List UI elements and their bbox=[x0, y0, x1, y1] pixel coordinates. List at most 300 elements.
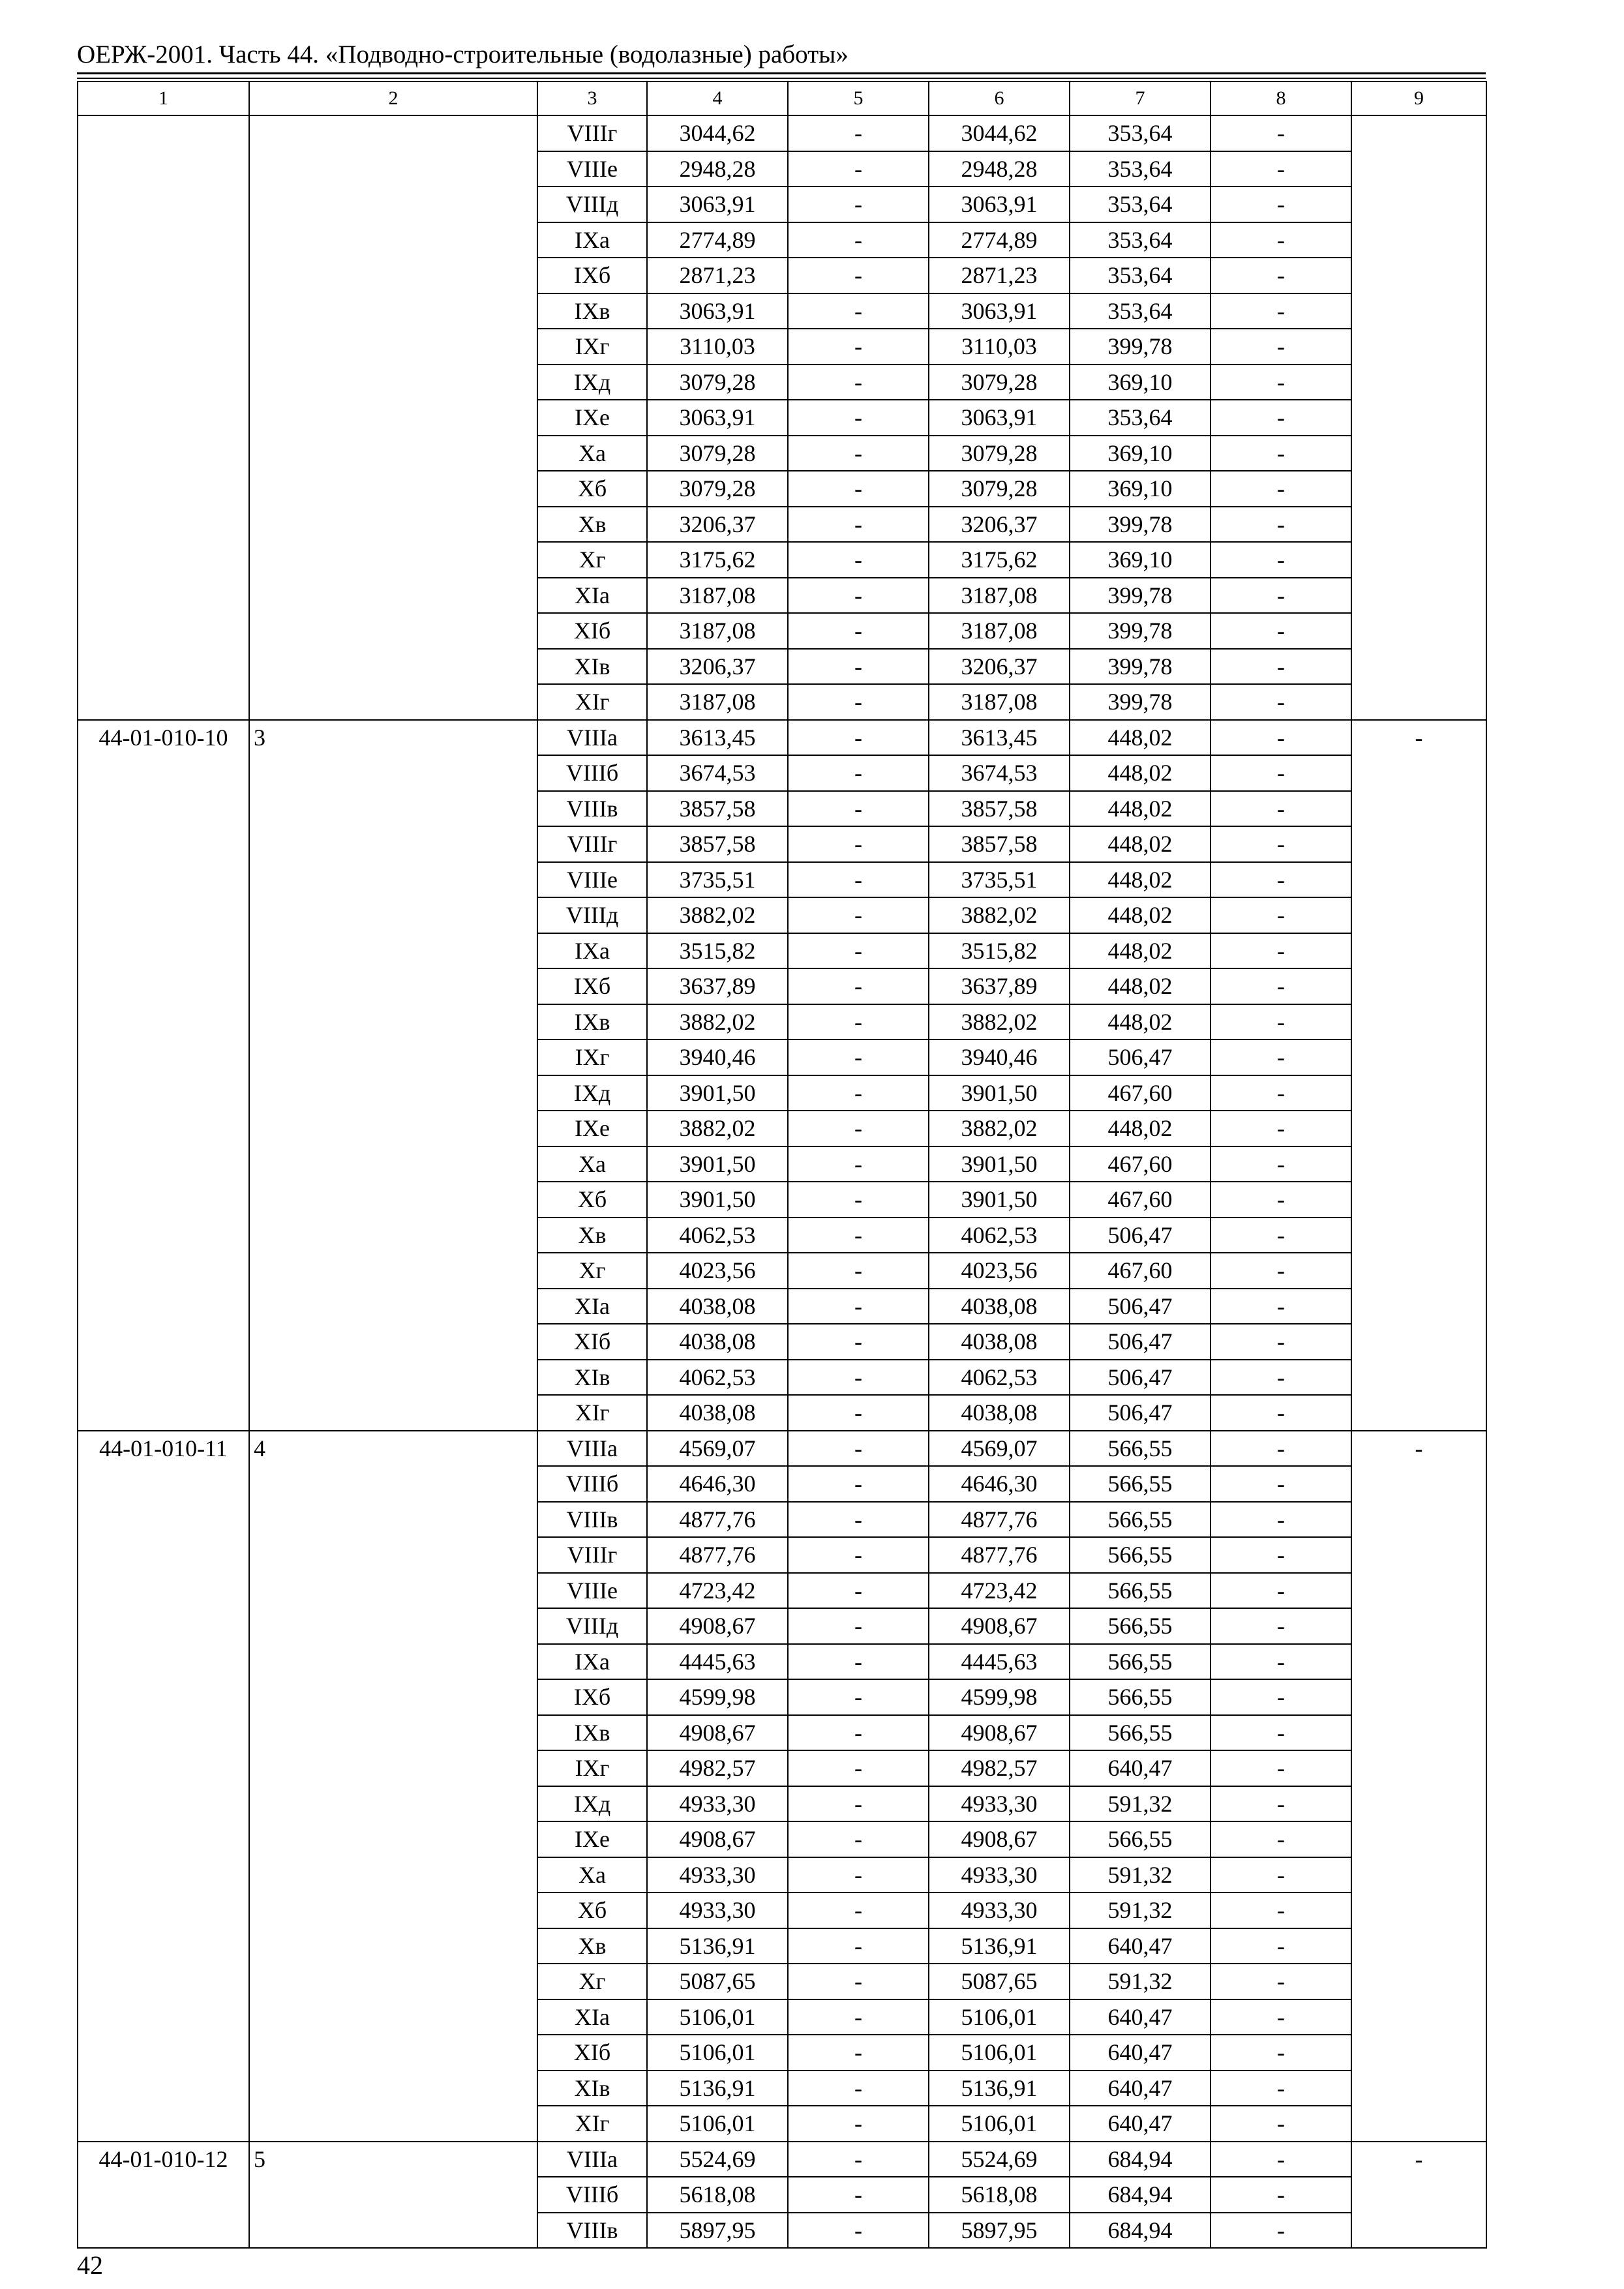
col8-cell: - bbox=[1210, 1075, 1351, 1111]
total-cost-cell: 3063,91 bbox=[647, 293, 788, 329]
category-cell: XIб bbox=[537, 1324, 647, 1360]
col6-cell: 3206,37 bbox=[929, 507, 1070, 543]
col6-cell: 4908,67 bbox=[929, 1715, 1070, 1751]
col6-cell: 3063,91 bbox=[929, 400, 1070, 436]
col5-cell: - bbox=[788, 1111, 929, 1146]
total-cost-cell: 5106,01 bbox=[647, 2106, 788, 2142]
col5-cell: - bbox=[788, 1644, 929, 1680]
total-cost-cell: 3901,50 bbox=[647, 1146, 788, 1182]
total-cost-cell: 3613,45 bbox=[647, 720, 788, 756]
rate-code-cell: 44-01-010-11 bbox=[78, 1431, 249, 2142]
total-cost-cell: 3063,91 bbox=[647, 187, 788, 222]
col5-cell: - bbox=[788, 507, 929, 543]
col7-cell: 640,47 bbox=[1070, 1999, 1210, 2035]
col7-cell: 591,32 bbox=[1070, 1893, 1210, 1928]
col5-cell: - bbox=[788, 258, 929, 293]
col8-cell: - bbox=[1210, 684, 1351, 720]
col6-cell: 4062,53 bbox=[929, 1218, 1070, 1253]
col5-cell: - bbox=[788, 151, 929, 187]
col8-cell: - bbox=[1210, 542, 1351, 578]
category-cell: Xб bbox=[537, 1182, 647, 1218]
category-cell: VIIIд bbox=[537, 187, 647, 222]
total-cost-cell: 3940,46 bbox=[647, 1040, 788, 1075]
category-cell: Xб bbox=[537, 1893, 647, 1928]
total-cost-cell: 3044,62 bbox=[647, 115, 788, 151]
col8-cell: - bbox=[1210, 2142, 1351, 2177]
category-cell: Xг bbox=[537, 1253, 647, 1289]
category-cell: VIIIа bbox=[537, 2142, 647, 2177]
col8-cell: - bbox=[1210, 1146, 1351, 1182]
category-cell: VIIIа bbox=[537, 1431, 647, 1467]
col7-cell: 506,47 bbox=[1070, 1324, 1210, 1360]
col6-cell: 3063,91 bbox=[929, 187, 1070, 222]
category-cell: XIв bbox=[537, 2071, 647, 2106]
col8-cell: - bbox=[1210, 613, 1351, 649]
col6-cell: 3187,08 bbox=[929, 684, 1070, 720]
category-cell: IXб bbox=[537, 1679, 647, 1715]
total-cost-cell: 3206,37 bbox=[647, 507, 788, 543]
col5-cell: - bbox=[788, 2177, 929, 2213]
col8-cell: - bbox=[1210, 1821, 1351, 1857]
col5-cell: - bbox=[788, 1679, 929, 1715]
col8-cell: - bbox=[1210, 1395, 1351, 1431]
col7-cell: 353,64 bbox=[1070, 187, 1210, 222]
category-cell: XIб bbox=[537, 613, 647, 649]
total-cost-cell: 3515,82 bbox=[647, 933, 788, 969]
total-cost-cell: 4599,98 bbox=[647, 1679, 788, 1715]
header-rule-thick bbox=[77, 72, 1486, 74]
col6-cell: 5087,65 bbox=[929, 1964, 1070, 1999]
col5-cell: - bbox=[788, 862, 929, 898]
col8-cell: - bbox=[1210, 1466, 1351, 1502]
col5-cell: - bbox=[788, 2213, 929, 2249]
col6-cell: 4933,30 bbox=[929, 1857, 1070, 1893]
category-cell: VIIIе bbox=[537, 151, 647, 187]
category-cell: XIа bbox=[537, 1289, 647, 1324]
col2-cell bbox=[249, 115, 537, 720]
col7-cell: 640,47 bbox=[1070, 2106, 1210, 2142]
col8-cell: - bbox=[1210, 1253, 1351, 1289]
col7-cell: 640,47 bbox=[1070, 2071, 1210, 2106]
category-cell: IXв bbox=[537, 293, 647, 329]
col6-cell: 5106,01 bbox=[929, 2106, 1070, 2142]
category-cell: IXа bbox=[537, 222, 647, 258]
category-cell: VIIIг bbox=[537, 115, 647, 151]
col7-cell: 353,64 bbox=[1070, 400, 1210, 436]
total-cost-cell: 3735,51 bbox=[647, 862, 788, 898]
page-header-title: ОЕРЖ-2001. Часть 44. «Подводно-строительные (водолазные) работы» bbox=[77, 40, 849, 68]
col7-cell: 506,47 bbox=[1070, 1040, 1210, 1075]
col6-cell: 3940,46 bbox=[929, 1040, 1070, 1075]
col8-cell: - bbox=[1210, 826, 1351, 862]
category-cell: VIIIг bbox=[537, 826, 647, 862]
col8-cell: - bbox=[1210, 507, 1351, 543]
col6-cell: 3079,28 bbox=[929, 436, 1070, 471]
col7-cell: 448,02 bbox=[1070, 755, 1210, 791]
col8-cell: - bbox=[1210, 1324, 1351, 1360]
category-cell: IXв bbox=[537, 1004, 647, 1040]
col6-cell: 4908,67 bbox=[929, 1821, 1070, 1857]
col6-cell: 3637,89 bbox=[929, 968, 1070, 1004]
rate-code-cell: 44-01-010-12 bbox=[78, 2142, 249, 2249]
col5-cell: - bbox=[788, 1786, 929, 1822]
col5-cell: - bbox=[788, 1928, 929, 1964]
total-cost-cell: 4933,30 bbox=[647, 1786, 788, 1822]
col5-cell: - bbox=[788, 649, 929, 685]
col7-cell: 640,47 bbox=[1070, 2035, 1210, 2071]
total-cost-cell: 4933,30 bbox=[647, 1893, 788, 1928]
total-cost-cell: 3187,08 bbox=[647, 578, 788, 614]
category-cell: IXд bbox=[537, 365, 647, 400]
col7-cell: 448,02 bbox=[1070, 1111, 1210, 1146]
col7-cell: 399,78 bbox=[1070, 684, 1210, 720]
col6-cell: 4908,67 bbox=[929, 1608, 1070, 1644]
total-cost-cell: 3206,37 bbox=[647, 649, 788, 685]
col5-cell: - bbox=[788, 400, 929, 436]
col7-cell: 448,02 bbox=[1070, 1004, 1210, 1040]
col8-cell: - bbox=[1210, 365, 1351, 400]
col5-cell: - bbox=[788, 1608, 929, 1644]
col8-cell: - bbox=[1210, 2106, 1351, 2142]
category-cell: IXд bbox=[537, 1075, 647, 1111]
col7-cell: 353,64 bbox=[1070, 151, 1210, 187]
col5-cell: - bbox=[788, 720, 929, 756]
col6-cell: 4038,08 bbox=[929, 1324, 1070, 1360]
col6-cell: 4877,76 bbox=[929, 1502, 1070, 1538]
col5-cell: - bbox=[788, 1821, 929, 1857]
col8-cell: - bbox=[1210, 2213, 1351, 2249]
col6-cell: 4933,30 bbox=[929, 1893, 1070, 1928]
col8-cell: - bbox=[1210, 471, 1351, 507]
col7-cell: 399,78 bbox=[1070, 329, 1210, 365]
col5-cell: - bbox=[788, 365, 929, 400]
col8-cell: - bbox=[1210, 115, 1351, 151]
col5-cell: - bbox=[788, 1004, 929, 1040]
col7-cell: 591,32 bbox=[1070, 1857, 1210, 1893]
col6-cell: 3901,50 bbox=[929, 1146, 1070, 1182]
col7-cell: 369,10 bbox=[1070, 542, 1210, 578]
col5-cell: - bbox=[788, 933, 929, 969]
col7-cell: 467,60 bbox=[1070, 1253, 1210, 1289]
col8-cell: - bbox=[1210, 862, 1351, 898]
col8-cell: - bbox=[1210, 1786, 1351, 1822]
col5-cell: - bbox=[788, 222, 929, 258]
category-cell: Xа bbox=[537, 436, 647, 471]
col6-cell: 3882,02 bbox=[929, 1004, 1070, 1040]
total-cost-cell: 4038,08 bbox=[647, 1289, 788, 1324]
total-cost-cell: 3175,62 bbox=[647, 542, 788, 578]
col8-cell: - bbox=[1210, 968, 1351, 1004]
col9-cell: - bbox=[1351, 720, 1486, 1431]
col5-cell: - bbox=[788, 1075, 929, 1111]
col6-cell: 4599,98 bbox=[929, 1679, 1070, 1715]
column-number: 3 bbox=[537, 82, 647, 115]
category-cell: VIIIв bbox=[537, 791, 647, 827]
col8-cell: - bbox=[1210, 1608, 1351, 1644]
total-cost-cell: 3637,89 bbox=[647, 968, 788, 1004]
category-cell: IXг bbox=[537, 329, 647, 365]
col7-cell: 566,55 bbox=[1070, 1537, 1210, 1573]
col8-cell: - bbox=[1210, 1964, 1351, 1999]
total-cost-cell: 3079,28 bbox=[647, 365, 788, 400]
col8-cell: - bbox=[1210, 1537, 1351, 1573]
category-cell: VIIIв bbox=[537, 1502, 647, 1538]
category-cell: IXа bbox=[537, 1644, 647, 1680]
col5-cell: - bbox=[788, 436, 929, 471]
col6-cell: 3110,03 bbox=[929, 329, 1070, 365]
col5-cell: - bbox=[788, 1040, 929, 1075]
col8-cell: - bbox=[1210, 293, 1351, 329]
total-cost-cell: 3063,91 bbox=[647, 400, 788, 436]
col5-cell: - bbox=[788, 115, 929, 151]
col5-cell: - bbox=[788, 1431, 929, 1467]
col7-cell: 684,94 bbox=[1070, 2177, 1210, 2213]
col5-cell: - bbox=[788, 1893, 929, 1928]
col7-cell: 566,55 bbox=[1070, 1715, 1210, 1751]
col9-cell: - bbox=[1351, 1431, 1486, 2142]
col8-cell: - bbox=[1210, 1750, 1351, 1786]
col5-cell: - bbox=[788, 1466, 929, 1502]
header-rule-thin bbox=[77, 78, 1486, 79]
col7-cell: 566,55 bbox=[1070, 1431, 1210, 1467]
col6-cell: 4723,42 bbox=[929, 1573, 1070, 1609]
rates-table-body bbox=[78, 82, 1486, 2248]
col7-cell: 399,78 bbox=[1070, 507, 1210, 543]
col8-cell: - bbox=[1210, 436, 1351, 471]
col8-cell: - bbox=[1210, 1004, 1351, 1040]
col6-cell: 4062,53 bbox=[929, 1360, 1070, 1396]
total-cost-cell: 4062,53 bbox=[647, 1360, 788, 1396]
category-cell: VIIIе bbox=[537, 862, 647, 898]
col8-cell: - bbox=[1210, 151, 1351, 187]
col5-cell: - bbox=[788, 897, 929, 933]
col7-cell: 566,55 bbox=[1070, 1644, 1210, 1680]
col7-cell: 399,78 bbox=[1070, 649, 1210, 685]
category-cell: VIIIд bbox=[537, 897, 647, 933]
category-cell: XIг bbox=[537, 1395, 647, 1431]
col9-cell bbox=[1351, 115, 1486, 720]
col8-cell: - bbox=[1210, 1502, 1351, 1538]
total-cost-cell: 3882,02 bbox=[647, 1111, 788, 1146]
column-number: 1 bbox=[78, 82, 249, 115]
col6-cell: 4445,63 bbox=[929, 1644, 1070, 1680]
col5-cell: - bbox=[788, 826, 929, 862]
total-cost-cell: 2948,28 bbox=[647, 151, 788, 187]
col5-cell: - bbox=[788, 578, 929, 614]
col5-cell: - bbox=[788, 1253, 929, 1289]
col6-cell: 3901,50 bbox=[929, 1182, 1070, 1218]
col6-cell: 3613,45 bbox=[929, 720, 1070, 756]
total-cost-cell: 4877,76 bbox=[647, 1537, 788, 1573]
col5-cell: - bbox=[788, 1182, 929, 1218]
col8-cell: - bbox=[1210, 1893, 1351, 1928]
category-cell: VIIIе bbox=[537, 1573, 647, 1609]
col7-cell: 399,78 bbox=[1070, 613, 1210, 649]
col8-cell: - bbox=[1210, 1928, 1351, 1964]
total-cost-cell: 3187,08 bbox=[647, 613, 788, 649]
col6-cell: 3882,02 bbox=[929, 897, 1070, 933]
table-row bbox=[78, 1431, 1486, 1467]
col6-cell: 4933,30 bbox=[929, 1786, 1070, 1822]
total-cost-cell: 3901,50 bbox=[647, 1075, 788, 1111]
col6-cell: 3079,28 bbox=[929, 365, 1070, 400]
col8-cell: - bbox=[1210, 222, 1351, 258]
category-cell: VIIIв bbox=[537, 2213, 647, 2249]
col6-cell: 3901,50 bbox=[929, 1075, 1070, 1111]
col6-cell: 5136,91 bbox=[929, 2071, 1070, 2106]
col7-cell: 353,64 bbox=[1070, 293, 1210, 329]
column-number: 7 bbox=[1070, 82, 1210, 115]
total-cost-cell: 3882,02 bbox=[647, 1004, 788, 1040]
col7-cell: 591,32 bbox=[1070, 1786, 1210, 1822]
col7-cell: 640,47 bbox=[1070, 1928, 1210, 1964]
column-number: 2 bbox=[249, 82, 537, 115]
col7-cell: 506,47 bbox=[1070, 1289, 1210, 1324]
category-cell: VIIIб bbox=[537, 2177, 647, 2213]
total-cost-cell: 4038,08 bbox=[647, 1324, 788, 1360]
col2-cell: 5 bbox=[249, 2142, 537, 2249]
col8-cell: - bbox=[1210, 258, 1351, 293]
col8-cell: - bbox=[1210, 578, 1351, 614]
category-cell: Xг bbox=[537, 542, 647, 578]
col5-cell: - bbox=[788, 613, 929, 649]
total-cost-cell: 3901,50 bbox=[647, 1182, 788, 1218]
col6-cell: 5524,69 bbox=[929, 2142, 1070, 2177]
col7-cell: 684,94 bbox=[1070, 2142, 1210, 2177]
category-cell: Xг bbox=[537, 1964, 647, 1999]
total-cost-cell: 4023,56 bbox=[647, 1253, 788, 1289]
category-cell: Xа bbox=[537, 1146, 647, 1182]
col7-cell: 467,60 bbox=[1070, 1075, 1210, 1111]
total-cost-cell: 3857,58 bbox=[647, 826, 788, 862]
col7-cell: 448,02 bbox=[1070, 720, 1210, 756]
total-cost-cell: 5106,01 bbox=[647, 2035, 788, 2071]
col8-cell: - bbox=[1210, 1857, 1351, 1893]
category-cell: IXа bbox=[537, 933, 647, 969]
col7-cell: 591,32 bbox=[1070, 1964, 1210, 1999]
category-cell: XIв bbox=[537, 649, 647, 685]
col2-cell: 4 bbox=[249, 1431, 537, 2142]
column-number: 5 bbox=[788, 82, 929, 115]
col6-cell: 3175,62 bbox=[929, 542, 1070, 578]
col8-cell: - bbox=[1210, 1360, 1351, 1396]
rate-code-cell: 44-01-010-10 bbox=[78, 720, 249, 1431]
col8-cell: - bbox=[1210, 1431, 1351, 1467]
col5-cell: - bbox=[788, 1999, 929, 2035]
total-cost-cell: 3079,28 bbox=[647, 471, 788, 507]
col7-cell: 353,64 bbox=[1070, 258, 1210, 293]
col5-cell: - bbox=[788, 542, 929, 578]
col8-cell: - bbox=[1210, 720, 1351, 756]
col6-cell: 3515,82 bbox=[929, 933, 1070, 969]
col6-cell: 5618,08 bbox=[929, 2177, 1070, 2213]
total-cost-cell: 3674,53 bbox=[647, 755, 788, 791]
col7-cell: 506,47 bbox=[1070, 1360, 1210, 1396]
col7-cell: 369,10 bbox=[1070, 471, 1210, 507]
page-number: 42 bbox=[77, 2251, 103, 2280]
category-cell: IXе bbox=[537, 1111, 647, 1146]
total-cost-cell: 4569,07 bbox=[647, 1431, 788, 1467]
col7-cell: 399,78 bbox=[1070, 578, 1210, 614]
col6-cell: 4023,56 bbox=[929, 1253, 1070, 1289]
column-number: 4 bbox=[647, 82, 788, 115]
total-cost-cell: 4445,63 bbox=[647, 1644, 788, 1680]
col8-cell: - bbox=[1210, 329, 1351, 365]
column-number: 6 bbox=[929, 82, 1070, 115]
total-cost-cell: 3110,03 bbox=[647, 329, 788, 365]
col6-cell: 2774,89 bbox=[929, 222, 1070, 258]
col7-cell: 369,10 bbox=[1070, 365, 1210, 400]
col5-cell: - bbox=[788, 329, 929, 365]
col5-cell: - bbox=[788, 791, 929, 827]
category-cell: VIIIг bbox=[537, 1537, 647, 1573]
total-cost-cell: 4646,30 bbox=[647, 1466, 788, 1502]
table-row bbox=[78, 2142, 1486, 2177]
category-cell: XIа bbox=[537, 578, 647, 614]
col6-cell: 4982,57 bbox=[929, 1750, 1070, 1786]
col6-cell: 3882,02 bbox=[929, 1111, 1070, 1146]
col8-cell: - bbox=[1210, 791, 1351, 827]
category-cell: VIIIб bbox=[537, 755, 647, 791]
column-number: 8 bbox=[1210, 82, 1351, 115]
col8-cell: - bbox=[1210, 933, 1351, 969]
col5-cell: - bbox=[788, 2142, 929, 2177]
col6-cell: 3187,08 bbox=[929, 578, 1070, 614]
col7-cell: 353,64 bbox=[1070, 115, 1210, 151]
total-cost-cell: 4908,67 bbox=[647, 1715, 788, 1751]
col7-cell: 448,02 bbox=[1070, 791, 1210, 827]
total-cost-cell: 5136,91 bbox=[647, 2071, 788, 2106]
col6-cell: 5106,01 bbox=[929, 2035, 1070, 2071]
total-cost-cell: 4933,30 bbox=[647, 1857, 788, 1893]
col7-cell: 566,55 bbox=[1070, 1573, 1210, 1609]
col6-cell: 2948,28 bbox=[929, 151, 1070, 187]
total-cost-cell: 3187,08 bbox=[647, 684, 788, 720]
col7-cell: 640,47 bbox=[1070, 1750, 1210, 1786]
col8-cell: - bbox=[1210, 1182, 1351, 1218]
total-cost-cell: 5087,65 bbox=[647, 1964, 788, 1999]
col8-cell: - bbox=[1210, 2071, 1351, 2106]
col6-cell: 3674,53 bbox=[929, 755, 1070, 791]
col8-cell: - bbox=[1210, 1715, 1351, 1751]
col7-cell: 467,60 bbox=[1070, 1146, 1210, 1182]
category-cell: IXг bbox=[537, 1040, 647, 1075]
col6-cell: 2871,23 bbox=[929, 258, 1070, 293]
category-cell: VIIIд bbox=[537, 1608, 647, 1644]
total-cost-cell: 3882,02 bbox=[647, 897, 788, 933]
total-cost-cell: 5136,91 bbox=[647, 1928, 788, 1964]
total-cost-cell: 2774,89 bbox=[647, 222, 788, 258]
total-cost-cell: 5618,08 bbox=[647, 2177, 788, 2213]
col5-cell: - bbox=[788, 293, 929, 329]
col5-cell: - bbox=[788, 1360, 929, 1396]
col6-cell: 3044,62 bbox=[929, 115, 1070, 151]
col5-cell: - bbox=[788, 2106, 929, 2142]
col5-cell: - bbox=[788, 1964, 929, 1999]
col6-cell: 4569,07 bbox=[929, 1431, 1070, 1467]
category-cell: VIIIб bbox=[537, 1466, 647, 1502]
total-cost-cell: 4038,08 bbox=[647, 1395, 788, 1431]
col8-cell: - bbox=[1210, 649, 1351, 685]
col5-cell: - bbox=[788, 2071, 929, 2106]
table-row bbox=[78, 720, 1486, 756]
col7-cell: 566,55 bbox=[1070, 1502, 1210, 1538]
total-cost-cell: 5897,95 bbox=[647, 2213, 788, 2249]
total-cost-cell: 4877,76 bbox=[647, 1502, 788, 1538]
total-cost-cell: 4908,67 bbox=[647, 1608, 788, 1644]
col8-cell: - bbox=[1210, 2177, 1351, 2213]
col5-cell: - bbox=[788, 2035, 929, 2071]
